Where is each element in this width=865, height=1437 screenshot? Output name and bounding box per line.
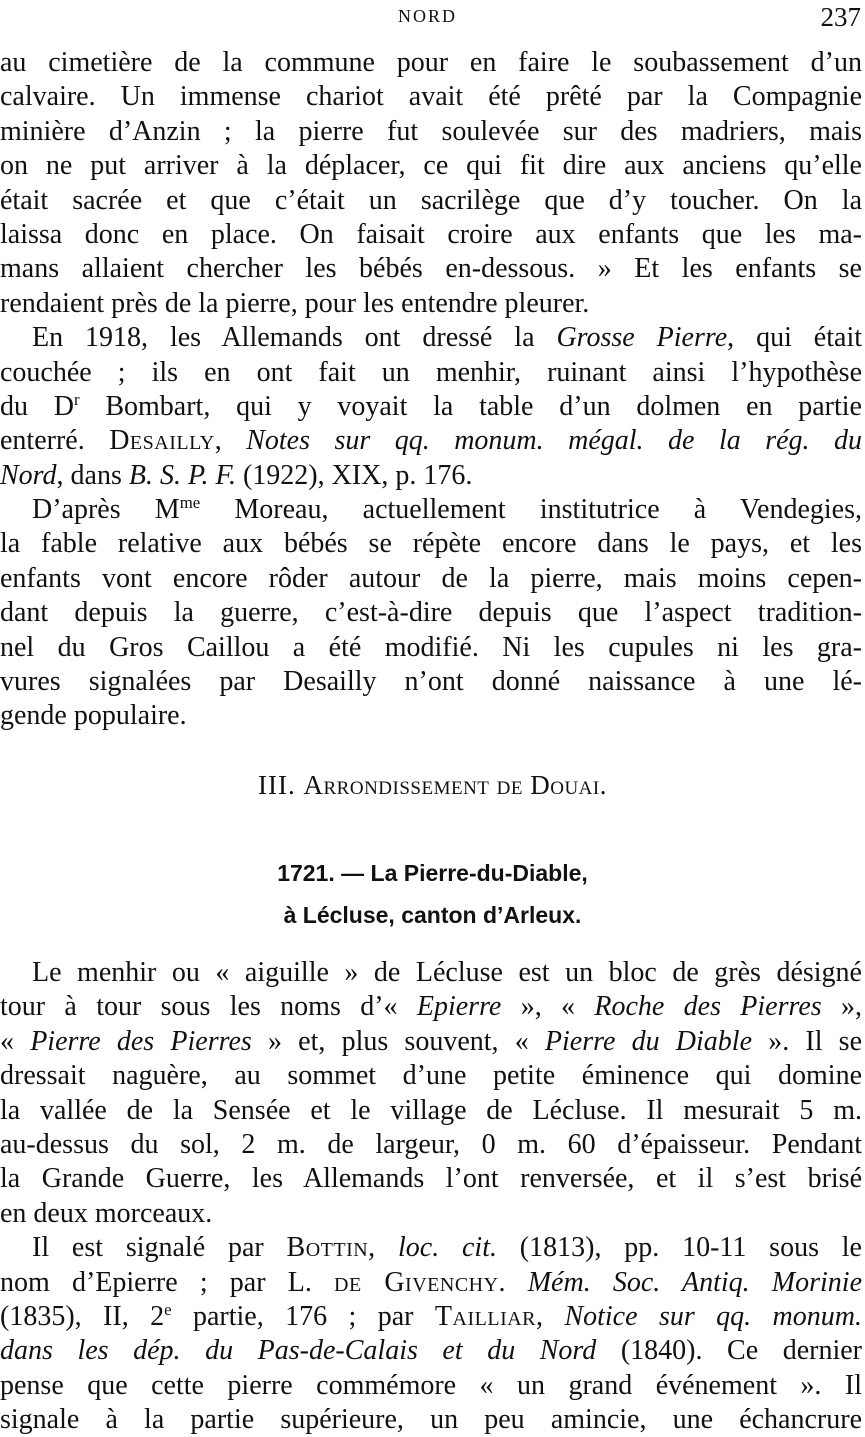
text-run: Il est signalé par (32, 1232, 287, 1264)
paragraph-menhir (0, 956, 862, 1231)
text-line: laissa donc en place. On faisait croire aux enfants que les ma- (0, 218, 862, 250)
text-line (0, 990, 862, 1024)
superscript: r (73, 389, 80, 409)
paragraph-bottin (0, 1231, 862, 1437)
text-line (0, 390, 862, 424)
citation-title: Notes sur qq. monum. mégal. de la rég. du (246, 425, 862, 457)
author-name: Tailliar (434, 1300, 537, 1332)
italic-run: Pierre du Diable (544, 1025, 752, 1057)
text-line: dressait naguère, au sommet d’une petite éminence qui domine (0, 1060, 862, 1092)
citation-title: Mém. Soc. Antiq. Morinie (527, 1266, 863, 1298)
section-name: Arrondissement de Douai. (303, 770, 607, 800)
page-number: 237 (820, 2, 861, 32)
text-line (0, 1266, 862, 1300)
italic-run: Pierre des Pierres (30, 1025, 252, 1057)
text-run: ». Il se (752, 1025, 862, 1057)
text-line (0, 1300, 862, 1334)
text-run: (1922), XIX, p. 176. (235, 459, 473, 491)
text-line (0, 1334, 862, 1368)
text-run: Moreau, actuellement institutrice à Vendegies, (200, 494, 862, 526)
text-line (0, 493, 862, 527)
text-run: (1840). Ce dernier (596, 1335, 862, 1367)
text-run: , (536, 1300, 565, 1332)
text-run: Bombart, qui y voyait la table d’un dolmen en partie (79, 390, 862, 422)
author-name: Desailly (109, 425, 215, 457)
text-line: calvaire. Un immense chariot avait été prêté par la Compagnie (0, 81, 862, 113)
text-line (0, 1025, 862, 1059)
text-line (0, 1231, 862, 1265)
text-block-lower (0, 956, 862, 1437)
text-run: du D (0, 390, 74, 422)
text-run: , qui était (727, 322, 863, 354)
superscript: me (179, 493, 201, 512)
text-run: , dans (56, 459, 129, 491)
text-line: dant depuis la guerre, c’est-à-dire depuis que l’aspect tradition- (0, 597, 862, 629)
text-run: En 1918, les Allemands ont dressé la (32, 322, 557, 354)
text-line: minière d’Anzin ; la pierre fut soulevée sur des madriers, mais (0, 115, 862, 147)
text-line: vures signalées par Desailly n’ont donné naissance à une lé- (0, 666, 862, 698)
text-block-upper (0, 46, 862, 734)
text-line: on ne put arriver à la déplacer, ce qui fit dire aux anciens qu’elle (0, 150, 862, 182)
text-line: la Grande Guerre, les Allemands l’ont renversée, et il s’est brisé (0, 1163, 862, 1195)
text-run: », (821, 991, 863, 1023)
running-head (0, 2, 865, 32)
text-run: « (0, 1025, 31, 1057)
entry-heading: 1721. — La Pierre-du-Diable, (277, 860, 588, 886)
text-run: . (498, 1266, 528, 1298)
text-run: tour à tour sous les noms d’« (0, 991, 417, 1023)
text-run: D’après M (32, 494, 180, 526)
italic-run: loc. cit. (397, 1232, 497, 1264)
text-run: », « (501, 991, 595, 1023)
text-line (0, 321, 862, 355)
text-run: (1835), II, 2 (0, 1300, 165, 1332)
entry-subheading: à Lécluse, canton d’Arleux. (283, 902, 582, 928)
text-line: nel du Gros Caillou a été modifié. Ni les cupules ni les gra- (0, 631, 862, 663)
text-run: » et, plus souvent, « (251, 1025, 545, 1057)
italic-run: Grosse Pierre (556, 322, 728, 354)
text-run: , (368, 1232, 398, 1264)
text-line: gende populaire. (0, 700, 187, 732)
italic-run: Epierre (416, 991, 502, 1023)
text-line: pense que cette pierre commémore « un grand événement ». Il (0, 1369, 862, 1401)
paragraph-moreau (0, 493, 862, 734)
text-line: couchée ; ils en ont fait un menhir, ruinant ainsi l’hypothèse (0, 356, 862, 388)
section-numeral: III. (258, 770, 296, 800)
text-line: enfants vont encore rôder autour de la pierre, mais moins cepen- (0, 562, 862, 594)
superscript: e (164, 1299, 172, 1319)
journal-abbrev: B. S. P. F. (128, 459, 236, 491)
running-head-title: NORD (398, 6, 458, 26)
text-run: , (214, 425, 247, 457)
text-line: la fable relative aux bébés se répète encore dans le pays, et les (0, 528, 862, 560)
author-name: Bottin (286, 1232, 369, 1264)
text-line: mans allaient chercher les bébés en-dessous. » Et les enfants se (0, 253, 862, 285)
text-run: enterré. (0, 425, 110, 457)
text-run: (1813), pp. 10-11 sous le (497, 1232, 862, 1264)
citation-title: dans les dép. du Pas-de-Calais et du Nord (0, 1335, 597, 1367)
text-line: rendaient près de la pierre, pour les entendre pleurer. (0, 287, 590, 319)
author-name: de Givenchy (334, 1266, 499, 1298)
text-run: nom d’Epierre ; par L. (0, 1266, 334, 1298)
text-run: partie, 176 ; par (171, 1300, 435, 1332)
text-line: était sacrée et que c’était un sacrilège que d’y toucher. On la (0, 184, 862, 216)
text-line: Le menhir ou « aiguille » de Lécluse est un bloc de grès désigné (32, 957, 862, 988)
text-line: la vallée de la Sensée et le village de Lécluse. Il mesurait 5 m. (0, 1094, 862, 1126)
section-title (0, 770, 865, 801)
text-line: au cimetière de la commune pour en faire le soubassement d’un (0, 47, 862, 78)
text-line: signale à la partie supérieure, un peu amincie, une échancrure (0, 1404, 862, 1436)
text-line (0, 459, 862, 493)
citation-title: Nord (0, 459, 57, 491)
paragraph-chariot (0, 46, 862, 321)
paragraph-1918 (0, 321, 862, 493)
text-line: au-dessus du sol, 2 m. de largeur, 0 m. 60 d’épaisseur. Pendant (0, 1128, 862, 1160)
citation-title: Notice sur qq. monum. (564, 1300, 863, 1332)
text-line (0, 424, 862, 458)
italic-run: Roche des Pierres (594, 991, 822, 1023)
text-line: en deux morceaux. (0, 1197, 213, 1229)
